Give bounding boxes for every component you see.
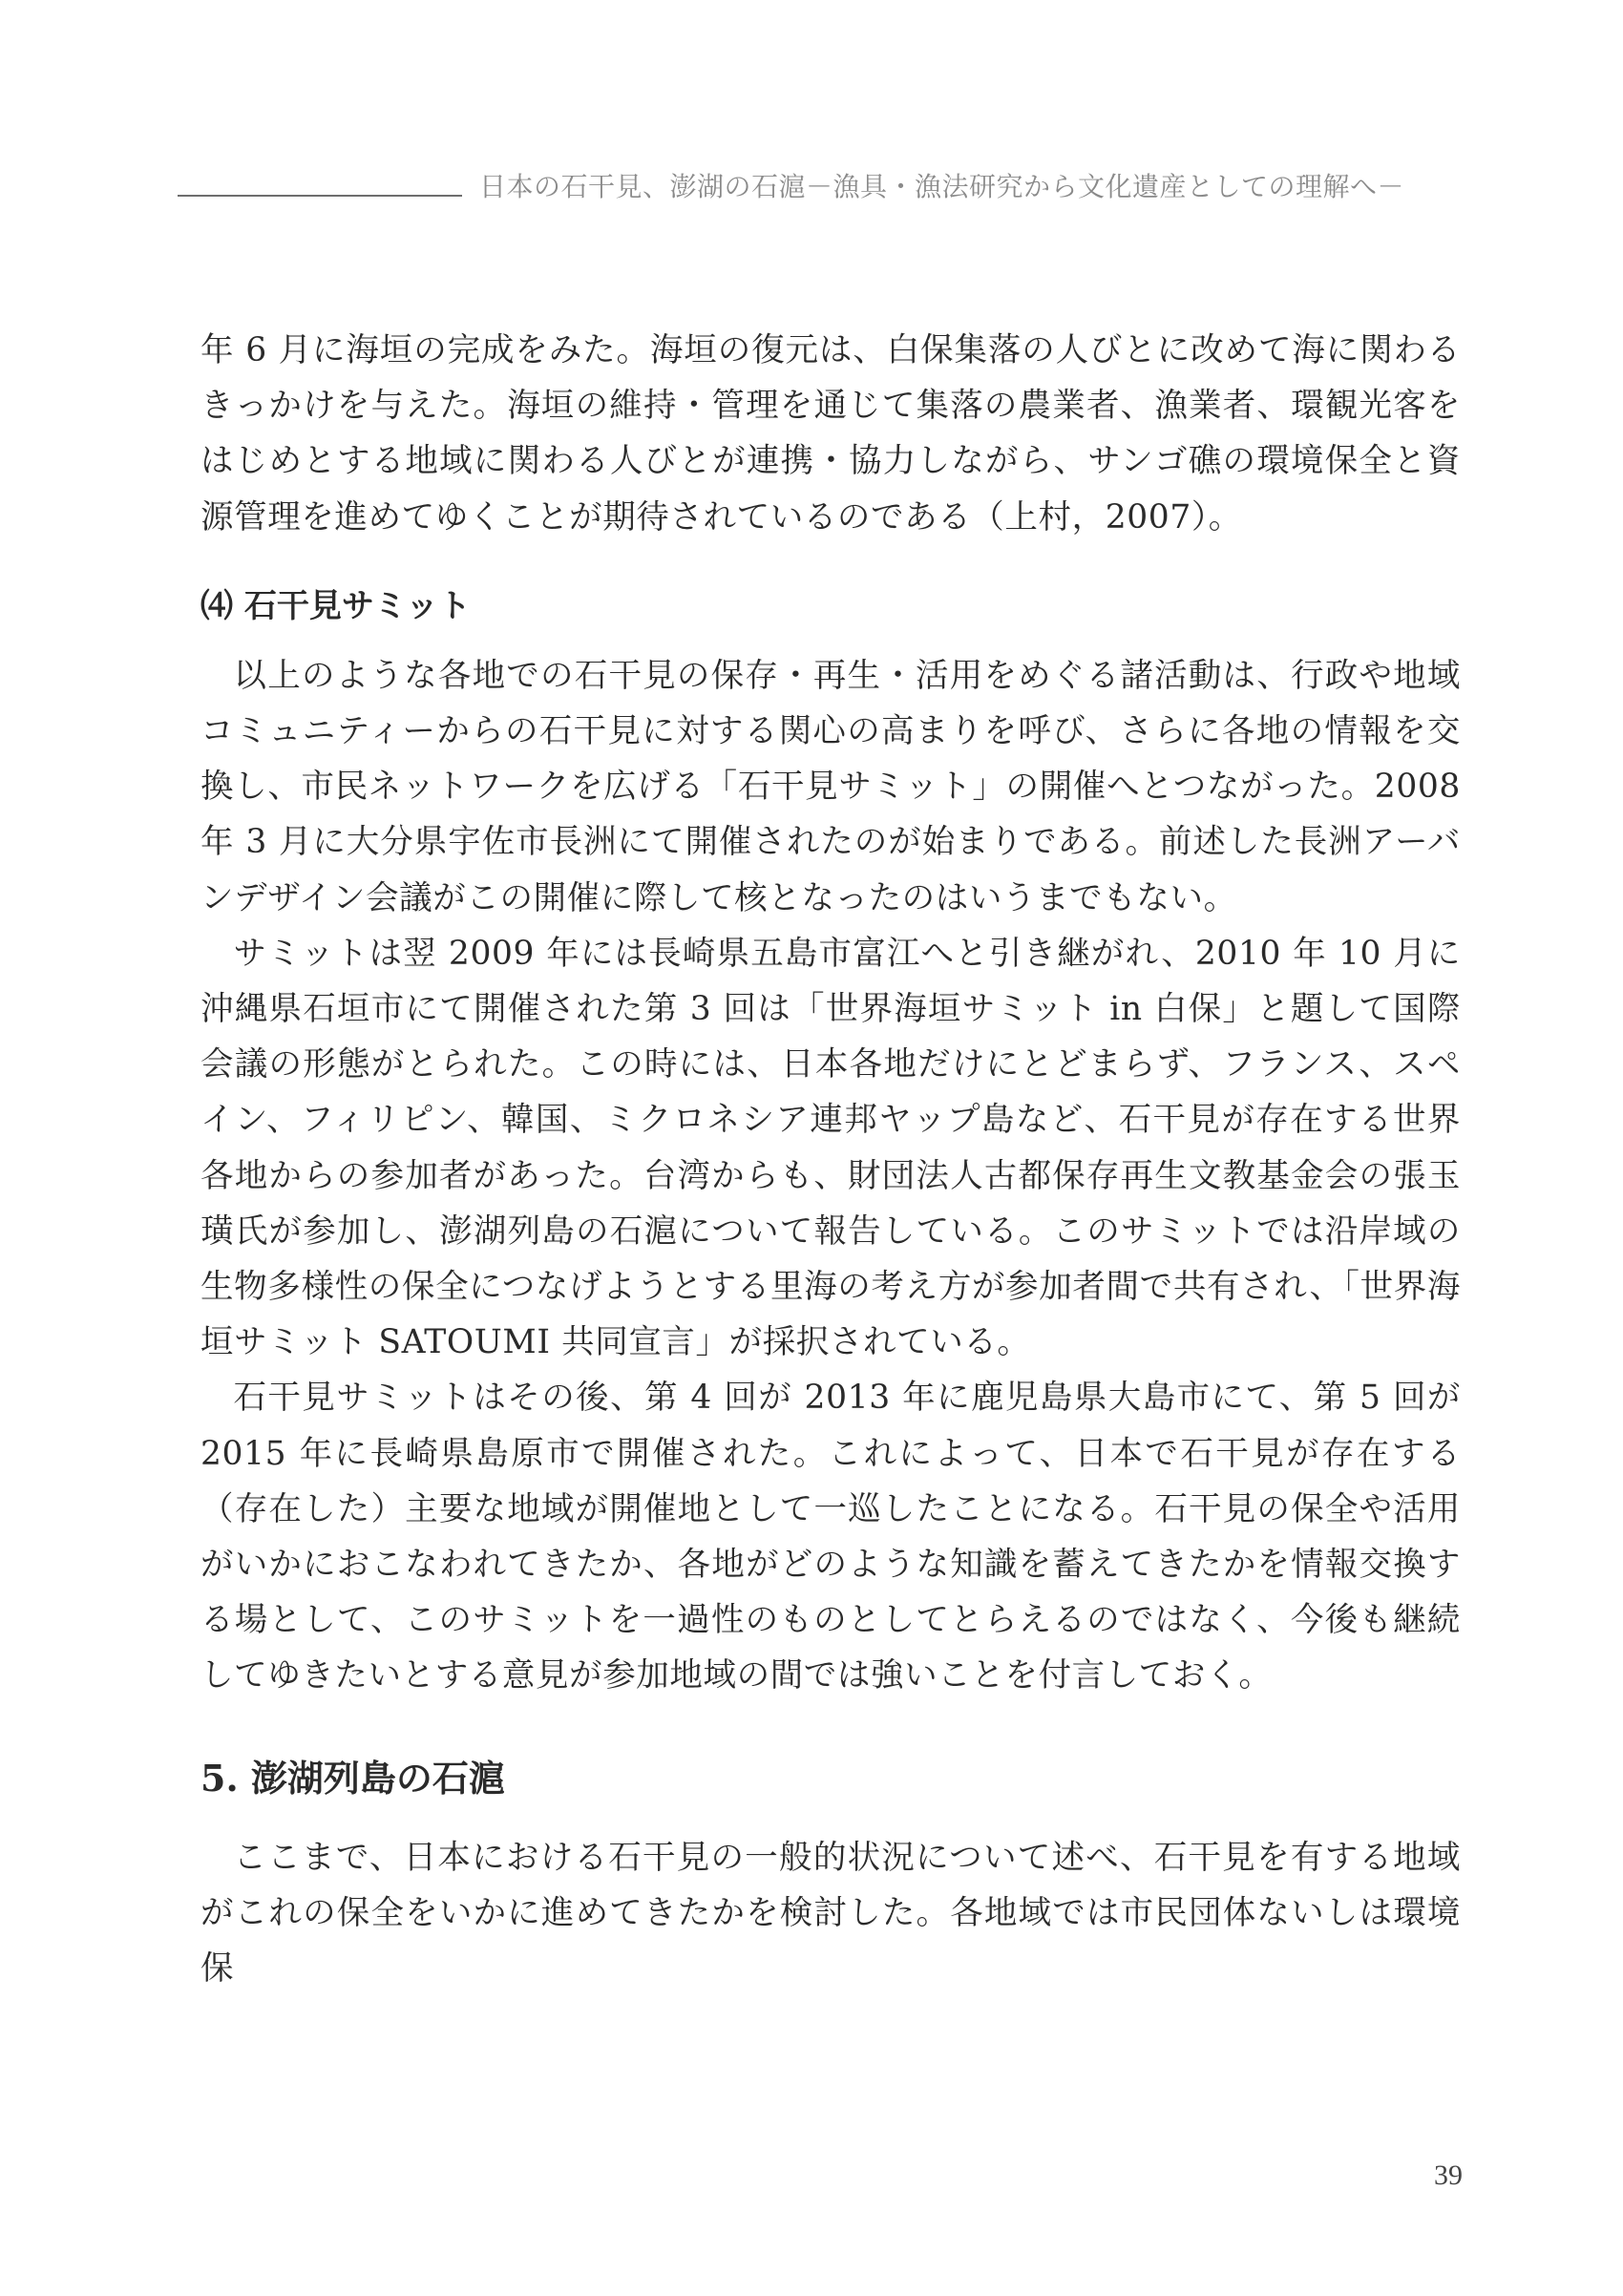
paragraph: 石干見サミットはその後、第 4 回が 2013 年に鹿児島県大島市にて、第 5 回が 2015 年に長崎県島原市で開催された。これによって、日本で石干見が存在する（存在した）主要な地域が開催地として一巡したことになる。石干見の保全や活用がいかにおこなわれてきたか、各地がどのような知識を蓄えてきたかを情報交換する場として、このサミットを一過性のものとしてとらえるのではなく、今後も継続してゆきたいとする意見が参加地域の間では強いことを付言しておく。 (200, 1379, 1461, 1696)
section-heading: 5. 澎湖列島の石滬 (200, 1756, 505, 1800)
header-rule (178, 195, 462, 197)
paragraph: ここまで、日本における石干見の一般的状況について述べ、石干見を有する地域がこれの保全をいかに進めてきたかを検討した。各地域では市民団体ないしは環境保 (200, 1838, 1461, 1989)
subsection-heading: ⑷ 石干見サミット (200, 586, 472, 625)
body-text (200, 323, 1461, 1996)
running-header (178, 162, 1463, 208)
paragraph: 以上のような各地での石干見の保存・再生・活用をめぐる諸活動は、行政や地域コミュニティーからの石干見に対する関心の高まりを呼び、さらに各地の情報を交換し、市民ネットワークを広げる「石干見サミット」の開催へとつながった。2008 年 3 月に大分県宇佐市長洲にて開催されたのが始まりである。前述した長洲アーバンデザイン会議がこの開催に際して核となったのはいうまでもない。 (200, 656, 1461, 917)
paragraph: サミットは翌 2009 年には長崎県五島市富江へと引き継がれ、2010 年 10 月に沖縄県石垣市にて開催された第 3 回は「世界海垣サミット in 白保」と題して国際会議の形態がとられた。この時には、日本各地だけにとどまらず、フランス、スペイン、フィリピン、韓国、ミクロネシア連邦ヤップ島など、石干見が存在する世界各地からの参加者があった。台湾からも、財団法人古都保存再生文教基金会の張玉璜氏が参加し、澎湖列島の石滬について報告している。このサミットでは沿岸域の生物多様性の保全につなげようとする里海の考え方が参加者間で共有され、「世界海垣サミット SATOUMI 共同宣言」が採択されている。 (200, 934, 1461, 1362)
page-number: 39 (1434, 2159, 1463, 2191)
running-header-title: 日本の石干見、澎湖の石滬－漁具・漁法研究から文化遺産としての理解へ－ (479, 171, 1405, 202)
paragraph: 年 6 月に海垣の完成をみた。海垣の復元は、白保集落の人びとに改めて海に関わるきっかけを与えた。海垣の維持・管理を通じて集落の農業者、漁業者、環観光客をはじめとする地域に関わる人びとが連携・協力しながら、サンゴ礁の環境保全と資源管理を進めてゆくことが期待されているのである（上村，2007）。 (200, 331, 1461, 537)
